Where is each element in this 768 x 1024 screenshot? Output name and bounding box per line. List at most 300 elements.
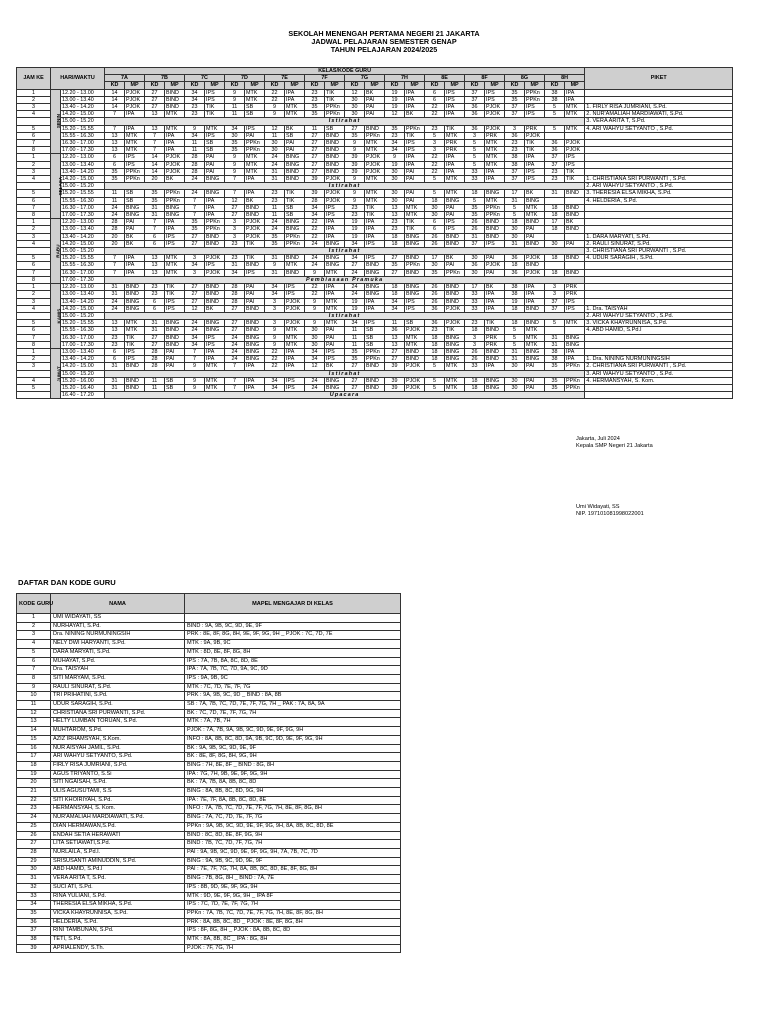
- subject-cell: IPA: [325, 291, 345, 298]
- teacher-row: [17, 848, 401, 857]
- teacher-code-cell: 9: [225, 168, 245, 175]
- teacher-code: 8: [17, 674, 51, 683]
- subject-cell: MTK: [565, 104, 585, 111]
- teacher-subjects: PJOK : 7F, 7G, 7H: [185, 944, 401, 953]
- subject-cell: IPA: [165, 147, 185, 154]
- time-cell: 17.00 - 17.30: [61, 276, 105, 283]
- teacher-code-cell: 31: [105, 291, 125, 298]
- teacher-code-cell: 24: [345, 269, 365, 276]
- subject-cell: MTK: [125, 147, 145, 154]
- schedule-row: [17, 132, 733, 139]
- teacher-code-cell: 19: [385, 161, 405, 168]
- teacher-code-cell: 22: [305, 233, 325, 240]
- teacher-name: AZIZ IRHAMSYAH, S.Kom.: [51, 735, 185, 744]
- jam-cell: 1: [17, 89, 51, 96]
- teacher-code-cell: 30: [305, 334, 325, 341]
- time-header: HARI/WAKTU: [51, 68, 105, 90]
- teacher-code-cell: 3: [225, 219, 245, 226]
- subject-cell: BING: [445, 341, 465, 348]
- piket-cell: 3. VICKA KHAYRUNNISA, S.Pd.: [585, 320, 733, 327]
- teacher-code-cell: 24: [225, 348, 245, 355]
- teacher-code-cell: 35: [505, 89, 525, 96]
- teacher-code-cell: 30: [425, 212, 445, 219]
- teacher-code-cell: 23: [105, 334, 125, 341]
- subject-cell: BING: [445, 348, 465, 355]
- teacher-code-cell: 5: [465, 147, 485, 154]
- teacher-row: [17, 822, 401, 831]
- kd-subheader: KD: [105, 82, 125, 89]
- subject-cell: [565, 233, 585, 240]
- teacher-code-cell: 23: [545, 176, 565, 183]
- subject-cell: PJOK: [565, 147, 585, 154]
- subject-cell: IPS: [325, 204, 345, 211]
- subject-cell: PPKn: [365, 348, 385, 355]
- teacher-code-cell: 27: [225, 212, 245, 219]
- subject-cell: BING: [285, 154, 305, 161]
- subject-cell: PAI: [445, 262, 465, 269]
- signature-place-date: Jakarta, Juli 2024: [576, 436, 620, 442]
- subject-cell: PAI: [485, 255, 505, 262]
- subject-cell: SB: [245, 104, 265, 111]
- teacher-code-cell: 5: [425, 384, 445, 391]
- teacher-code-cell: 26: [425, 233, 445, 240]
- teacher-code-cell: 13: [385, 341, 405, 348]
- subject-cell: BING: [325, 240, 345, 247]
- teacher-code-cell: 24: [105, 298, 125, 305]
- teacher-code-cell: 22: [265, 356, 285, 363]
- teacher-code-cell: 35: [345, 348, 365, 355]
- kd-subheader: KD: [505, 82, 525, 89]
- subject-cell: MTK: [245, 168, 265, 175]
- subject-cell: PPKn: [565, 377, 585, 384]
- subject-cell: PJOK: [205, 269, 225, 276]
- teacher-code-cell: 27: [305, 132, 325, 139]
- teacher-code-cell: 7: [105, 255, 125, 262]
- teacher-subjects: BIND : 9A, 9B, 9C, 9D, 9E, 9F: [185, 622, 401, 631]
- piket-cell: [585, 204, 733, 211]
- subject-cell: IPA: [365, 226, 385, 233]
- jam-cell: [17, 183, 51, 190]
- schedule-row: [17, 327, 733, 334]
- teacher-code-cell: 22: [425, 161, 445, 168]
- teacher-code-cell: 12: [305, 363, 325, 370]
- teacher-code-cell: 24: [265, 219, 285, 226]
- teacher-code-cell: 24: [185, 190, 205, 197]
- teacher-code-cell: 39: [345, 161, 365, 168]
- teacher-code-cell: 24: [265, 161, 285, 168]
- piket-cell: [585, 262, 733, 269]
- teacher-subjects: IPS : 8B, 9D, 9E, 9F, 9G, 9H: [185, 883, 401, 892]
- time-cell: 14.20 - 15.00: [61, 305, 105, 312]
- teacher-code-cell: 7: [105, 111, 125, 118]
- teacher-row: [17, 788, 401, 797]
- class-header-7a: 7A: [105, 75, 145, 82]
- teacher-code-cell: 35: [265, 240, 285, 247]
- subject-cell: PJOK: [365, 154, 385, 161]
- teacher-code-cell: 11: [105, 197, 125, 204]
- teacher-subjects: MTK : 7A, 7B, 7H: [185, 718, 401, 727]
- subject-cell: IPA: [405, 104, 425, 111]
- teacher-name-header: NAMA: [51, 594, 185, 614]
- subject-cell: IPA: [525, 298, 545, 305]
- subject-cell: BING: [445, 334, 465, 341]
- subject-cell: SB: [365, 334, 385, 341]
- teacher-subjects: INFO : 7A, 7B, 7C, 7D, 7E, 7F, 7G, 7H, 8E, 8F, 8G, 8H: [185, 805, 401, 814]
- subject-cell: BIND: [405, 348, 425, 355]
- teacher-code-cell: 6: [425, 89, 445, 96]
- teacher-subjects: BK : 7A, 7B, 8A, 8B, 8C, 8D: [185, 779, 401, 788]
- teacher-code-cell: 30: [505, 226, 525, 233]
- teacher-name: HERMANSYAH, S. Kom.: [51, 805, 185, 814]
- subject-cell: PJOK: [125, 96, 145, 103]
- teacher-code-cell: 5: [545, 320, 565, 327]
- kd-subheader: KD: [385, 82, 405, 89]
- teacher-code-cell: 27: [145, 334, 165, 341]
- teacher-code-cell: 19: [345, 233, 365, 240]
- subject-cell: IPA: [125, 262, 145, 269]
- teacher-code-cell: 23: [265, 190, 285, 197]
- teacher-code-cell: 11: [185, 140, 205, 147]
- teacher-code-cell: 23: [385, 226, 405, 233]
- subject-cell: BIND: [245, 305, 265, 312]
- subject-cell: IPA: [365, 233, 385, 240]
- piket-cell: [585, 140, 733, 147]
- subject-cell: IPA: [565, 96, 585, 103]
- subject-cell: PPKn: [365, 356, 385, 363]
- subject-cell: PJOK: [285, 320, 305, 327]
- subject-cell: MTK: [365, 140, 385, 147]
- class-header-7f: 7F: [305, 75, 345, 82]
- subject-cell: MTK: [165, 125, 185, 132]
- subject-cell: BIND: [165, 334, 185, 341]
- subject-cell: IPA: [285, 356, 305, 363]
- teacher-subjects: PPKn : 7A, 7B, 7C, 7D, 7E, 7F, 7G, 7H, 8E, 8F, 8G, 8H: [185, 909, 401, 918]
- teacher-code-cell: 39: [345, 154, 365, 161]
- teacher-code: 37: [17, 927, 51, 936]
- teacher-code-cell: 36: [545, 140, 565, 147]
- class-header-7h: 7H: [385, 75, 425, 82]
- teacher-code: 28: [17, 848, 51, 857]
- subject-cell: PAI: [525, 233, 545, 240]
- teacher-row: [17, 909, 401, 918]
- subject-cell: MTK: [285, 262, 305, 269]
- subject-cell: TIK: [285, 197, 305, 204]
- teacher-name: SUCI ATI, S.Pd.: [51, 883, 185, 892]
- teacher-code-cell: 27: [305, 154, 325, 161]
- subject-cell: BIND: [325, 132, 345, 139]
- teacher-code-cell: 9: [185, 125, 205, 132]
- teacher-code-cell: 35: [265, 233, 285, 240]
- subject-cell: IPA: [245, 377, 265, 384]
- teacher-code-cell: 5: [465, 140, 485, 147]
- schedule-row: [17, 219, 733, 226]
- teacher-code: 18: [17, 761, 51, 770]
- subject-cell: PJOK: [165, 161, 185, 168]
- teacher-code-cell: 28: [185, 161, 205, 168]
- subject-cell: PAI: [165, 348, 185, 355]
- teacher-code-cell: 13: [145, 262, 165, 269]
- teacher-row: [17, 883, 401, 892]
- subject-cell: IPA: [565, 348, 585, 355]
- jam-cell: 4: [17, 240, 51, 247]
- teacher-code-cell: 31: [545, 334, 565, 341]
- teacher-code-cell: 27: [305, 168, 325, 175]
- piket-cell: [585, 219, 733, 226]
- piket-cell: [585, 284, 733, 291]
- teacher-code-cell: 17: [545, 219, 565, 226]
- teacher-code-cell: 20: [105, 233, 125, 240]
- teacher-code-cell: 36: [465, 104, 485, 111]
- subject-cell: PPKn: [405, 262, 425, 269]
- teacher-code-cell: 18: [465, 384, 485, 391]
- jam-cell: [17, 118, 51, 125]
- piket-cell: 4. ABD HAMID, S.Pd.I: [585, 327, 733, 334]
- mp-subheader: MP: [125, 82, 145, 89]
- teacher-code-cell: 30: [345, 111, 365, 118]
- signature-name-block: [576, 504, 644, 518]
- teacher-code: 27: [17, 840, 51, 849]
- teacher-name: DARA MARYATI, S.Pd.: [51, 648, 185, 657]
- day-name: RABU: [55, 244, 61, 258]
- time-cell: 15.00 - 15.20: [61, 248, 105, 255]
- subject-cell: BK: [165, 176, 185, 183]
- subject-cell: BIND: [565, 269, 585, 276]
- teacher-code-cell: 35: [225, 147, 245, 154]
- teacher-code-cell: 14: [105, 96, 125, 103]
- subject-cell: PJOK: [405, 377, 425, 384]
- teacher-code-cell: 28: [145, 363, 165, 370]
- teacher-subjects: IPS : 7C, 7D, 7E, 7F, 7G, 7H: [185, 901, 401, 910]
- subject-cell: SB: [365, 327, 385, 334]
- subject-cell: BING: [405, 233, 425, 240]
- subject-cell: BING: [565, 341, 585, 348]
- subject-cell: PJOK: [405, 327, 425, 334]
- teacher-code-cell: 7: [185, 204, 205, 211]
- subject-cell: IPS: [445, 219, 465, 226]
- subject-cell: PPKn: [485, 204, 505, 211]
- subject-cell: IPA: [125, 269, 145, 276]
- class-header-7e: 7E: [265, 75, 305, 82]
- schedule-row: [17, 176, 733, 183]
- teacher-row: [17, 831, 401, 840]
- teacher-code-cell: 19: [385, 89, 405, 96]
- teacher-code-cell: 19: [345, 219, 365, 226]
- subject-cell: BIND: [525, 219, 545, 226]
- jam-cell: 2: [17, 291, 51, 298]
- piket-cell: [585, 89, 733, 96]
- teacher-code-cell: 11: [345, 334, 365, 341]
- subject-cell: PPKn: [525, 89, 545, 96]
- piket-cell: 2. RAULI SINURAT, S.Pd.: [585, 240, 733, 247]
- teacher-subjects: BIND : 8C, 8D, 8E, 8F, 9G, 9H: [185, 831, 401, 840]
- teacher-code-cell: 18: [505, 262, 525, 269]
- subject-cell: BIND: [165, 104, 185, 111]
- teacher-code-cell: 18: [545, 212, 565, 219]
- teacher-row: [17, 701, 401, 710]
- teacher-code-cell: 22: [305, 226, 325, 233]
- teacher-code-cell: 18: [465, 377, 485, 384]
- subject-cell: IPA: [485, 298, 505, 305]
- teacher-subjects: MTK : 8D, 8E, 8F, 8G, 8H: [185, 648, 401, 657]
- subject-cell: BING: [405, 291, 425, 298]
- teacher-subjects: BING : 7B, 8G, 8H _ BIND : 7A, 7E: [185, 875, 401, 884]
- teacher-row: [17, 866, 401, 875]
- subject-cell: PAI: [525, 363, 545, 370]
- teacher-name: ARI WAHYU SETYANTO, S.Pd.: [51, 753, 185, 762]
- subject-cell: MTK: [205, 377, 225, 384]
- subject-cell: IPS: [165, 240, 185, 247]
- subject-cell: IPA: [405, 154, 425, 161]
- teacher-code-cell: 9: [225, 89, 245, 96]
- teacher-code-cell: 35: [105, 176, 125, 183]
- piket-cell: 1. Dra. NINING NURMUNINGSIH: [585, 356, 733, 363]
- teacher-code-cell: 5: [425, 190, 445, 197]
- teacher-code: 29: [17, 857, 51, 866]
- teacher-code-cell: 22: [425, 111, 445, 118]
- teacher-name: ENDAH SETIA HERAWATI: [51, 831, 185, 840]
- teacher-code-cell: 19: [345, 226, 365, 233]
- subject-cell: MTK: [445, 363, 465, 370]
- teacher-code-cell: 37: [505, 104, 525, 111]
- subject-cell: PAI: [325, 327, 345, 334]
- teacher-subjects: PPKn : 9A, 9B, 9C, 9D, 9E, 9F, 9G, 9H, 8A, 8B, 8C, 8D, 8E: [185, 822, 401, 831]
- teacher-code-cell: 7: [185, 356, 205, 363]
- teacher-code-cell: 27: [305, 161, 325, 168]
- subject-cell: IPA: [245, 176, 265, 183]
- time-cell: 14.20 - 15.00: [61, 363, 105, 370]
- subject-cell: PJOK: [325, 176, 345, 183]
- subject-cell: BING: [525, 197, 545, 204]
- teacher-code-cell: 30: [345, 104, 365, 111]
- piket-cell: [585, 384, 733, 391]
- teacher-code-cell: 7: [145, 147, 165, 154]
- subject-cell: IPA: [165, 132, 185, 139]
- teacher-code-cell: 37: [505, 111, 525, 118]
- piket-cell: [585, 154, 733, 161]
- teacher-name: ULIS AGUSUTAMI, S.S: [51, 788, 185, 797]
- teacher-code-cell: 34: [265, 284, 285, 291]
- teacher-code-cell: 22: [425, 154, 445, 161]
- subject-cell: MTK: [285, 334, 305, 341]
- teacher-code-cell: 24: [225, 334, 245, 341]
- time-cell: 15.20 - 15.55: [61, 320, 105, 327]
- subject-cell: BING: [125, 305, 145, 312]
- teacher-row: [17, 718, 401, 727]
- time-cell: 16.30 - 17.00: [61, 269, 105, 276]
- teacher-code-cell: 24: [265, 154, 285, 161]
- teacher-code-cell: 9: [265, 111, 285, 118]
- teacher-code-cell: 30: [505, 384, 525, 391]
- class-header-7d: 7D: [225, 75, 265, 82]
- teacher-code-cell: 23: [505, 147, 525, 154]
- time-cell: 15.20 - 16.40: [61, 384, 105, 391]
- jam-cell: 6: [17, 262, 51, 269]
- subject-cell: BIND: [325, 154, 345, 161]
- subject-cell: BING: [405, 284, 425, 291]
- teacher-code-cell: 18: [425, 334, 445, 341]
- subject-cell: IPA: [365, 219, 385, 226]
- subject-cell: SB: [165, 384, 185, 391]
- signature-name: Umi Widayati, SS: [576, 504, 620, 510]
- time-cell: 12.20 - 13.00: [61, 284, 105, 291]
- subject-cell: SB: [125, 190, 145, 197]
- day-name: JUMAT: [56, 365, 62, 382]
- teacher-code-cell: 9: [225, 96, 245, 103]
- teacher-code-cell: 23: [145, 291, 165, 298]
- subject-cell: PPKn: [285, 240, 305, 247]
- jam-cell: 7: [17, 334, 51, 341]
- subject-cell: MTK: [285, 111, 305, 118]
- piket-cell: 4. HELDERIA, S.Pd.: [585, 197, 733, 204]
- subject-cell: MTK: [125, 132, 145, 139]
- teacher-row: [17, 770, 401, 779]
- teacher-row: [17, 622, 401, 631]
- teacher-row: [17, 857, 401, 866]
- schedule-row: [17, 212, 733, 219]
- teacher-code: 23: [17, 805, 51, 814]
- subject-cell: IPS: [365, 255, 385, 262]
- kd-subheader: KD: [425, 82, 445, 89]
- schedule-row: [17, 154, 733, 161]
- teacher-name: CHRISTIANA SRI PURWANTI, S.Pd.: [51, 709, 185, 718]
- subject-cell: BIND: [285, 168, 305, 175]
- time-cell: 13.40 - 14.20: [61, 356, 105, 363]
- subject-cell: PAI: [245, 298, 265, 305]
- document-header: [0, 30, 768, 54]
- subject-cell: TIK: [565, 168, 585, 175]
- subject-cell: IPS: [565, 161, 585, 168]
- teacher-code-cell: 24: [345, 291, 365, 298]
- schedule-row: [17, 240, 733, 247]
- time-cell: 17.00 - 17.30: [61, 147, 105, 154]
- jam-cell: 5: [17, 125, 51, 132]
- day-name: KAMIS: [56, 308, 62, 324]
- teacher-row: [17, 753, 401, 762]
- piket-cell: 2. ARI WAHYU SETYANTO , S.Pd.: [585, 183, 733, 190]
- teacher-code-cell: 31: [105, 377, 125, 384]
- teacher-name: VERA ARITA T, S.Pd.: [51, 875, 185, 884]
- teacher-code-cell: 6: [105, 356, 125, 363]
- jam-cell: 7: [17, 269, 51, 276]
- teacher-code-cell: 35: [145, 197, 165, 204]
- subject-cell: MTK: [245, 161, 265, 168]
- subject-cell: [565, 262, 585, 269]
- subject-cell: PJOK: [285, 298, 305, 305]
- subject-cell: SB: [125, 197, 145, 204]
- subject-cell: BING: [205, 176, 225, 183]
- teacher-code-cell: 6: [425, 226, 445, 233]
- teacher-code-cell: 12: [265, 125, 285, 132]
- teacher-code-cell: 35: [385, 262, 405, 269]
- teacher-code-cell: 34: [345, 320, 365, 327]
- teacher-name: NURLAILA, S.Pd.I.: [51, 848, 185, 857]
- teacher-code: 4: [17, 640, 51, 649]
- teacher-subjects: MTK : 9A, 9B, 9C: [185, 640, 401, 649]
- teacher-code-cell: 3: [425, 140, 445, 147]
- teacher-code-cell: 33: [465, 298, 485, 305]
- teacher-name: UMI WIDAYATI, SS: [51, 614, 185, 623]
- teacher-code-cell: 6: [145, 233, 165, 240]
- teacher-code-cell: 13: [145, 111, 165, 118]
- subject-cell: PRK: [485, 334, 505, 341]
- time-cell: 15.55 - 16.30: [61, 132, 105, 139]
- teacher-code: 17: [17, 753, 51, 762]
- teacher-code-cell: 24: [105, 212, 125, 219]
- teacher-code-cell: 24: [185, 320, 205, 327]
- subject-cell: BING: [205, 320, 225, 327]
- subject-cell: PPKn: [365, 132, 385, 139]
- teacher-subjects: PRK : 8A, 8B, 8C, 8D _ PJOK : 8E, 8F, 8G, 8H: [185, 918, 401, 927]
